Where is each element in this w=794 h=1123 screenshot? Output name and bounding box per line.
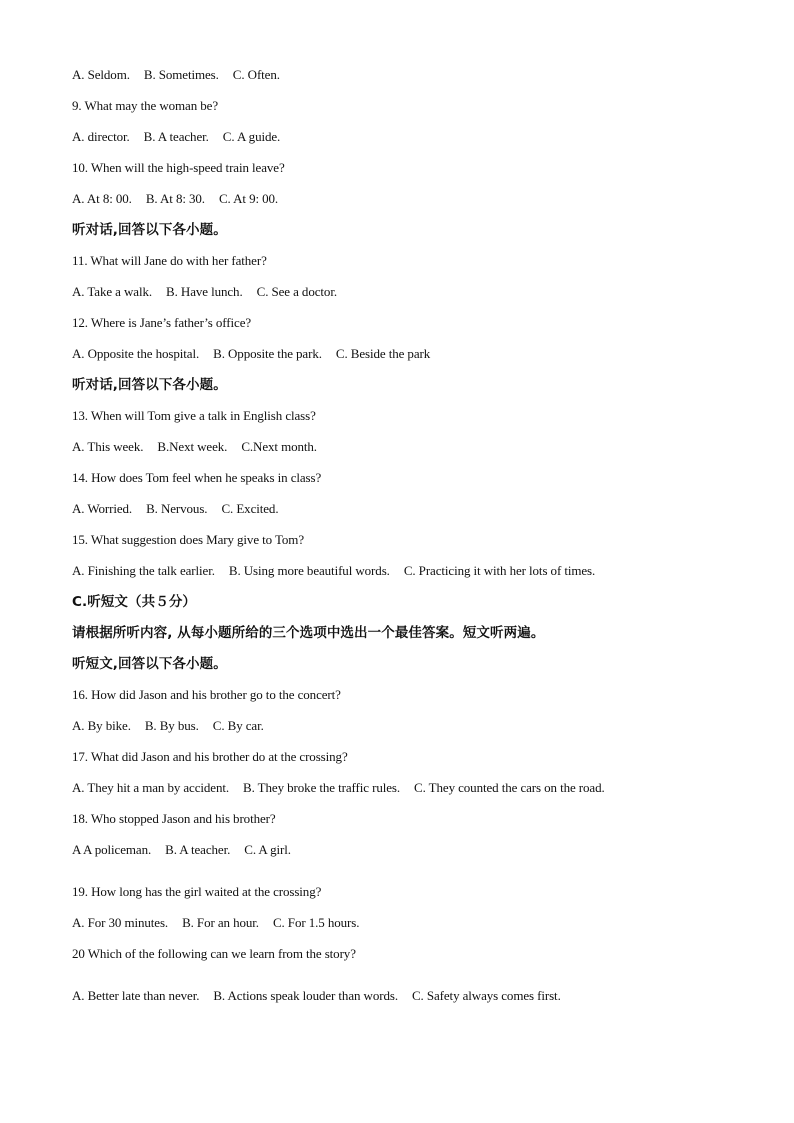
answer-options (72, 279, 762, 310)
answer-option: B.Next week. (157, 439, 228, 454)
question-text: 12. Where is Jane’s father’s office? (72, 315, 252, 330)
question-text: 9. What may the woman be? (72, 98, 218, 113)
question-text: 15. What suggestion does Mary give to Tom? (72, 532, 304, 547)
answer-option: B. For an hour. (182, 915, 259, 930)
answer-option: B. A teacher. (143, 129, 209, 144)
answer-options (72, 496, 762, 527)
answer-option: C. A guide. (222, 129, 281, 144)
answer-option: B. Nervous. (146, 501, 208, 516)
question-text: 16. How did Jason and his brother go to the concert? (72, 687, 341, 702)
answer-options (72, 983, 762, 1014)
answer-options (72, 124, 762, 155)
exam-page (72, 62, 762, 1014)
answer-option: B. They broke the traffic rules. (243, 780, 401, 795)
answer-option: C. For 1.5 hours. (272, 915, 360, 930)
answer-option: A A policeman. (72, 842, 152, 857)
section-heading: 听对话,回答以下各小题。 (72, 377, 227, 393)
answer-options (72, 558, 762, 589)
answer-options (72, 341, 762, 372)
answer-option: A. This week. (72, 439, 144, 454)
answer-option: A. For 30 minutes. (72, 915, 169, 930)
answer-option: C.Next month. (241, 439, 317, 454)
answer-option: A. Worried. (72, 501, 133, 516)
answer-option: B. Opposite the park. (213, 346, 322, 361)
question-text: 13. When will Tom give a talk in English class? (72, 408, 316, 423)
answer-options (72, 910, 762, 941)
answer-option: B. By bus. (144, 718, 199, 733)
answer-option: C. Practicing it with her lots of times. (403, 563, 596, 578)
spacer (72, 868, 762, 879)
answer-option: B. At 8: 30. (145, 191, 205, 206)
section-heading: 请根据所听内容, 从每小题所给的三个选项中选出一个最佳答案。短文听两遍。 (72, 625, 545, 641)
question-text: 18. Who stopped Jason and his brother? (72, 811, 276, 826)
section-heading: C.听短文（共５分） (72, 594, 197, 610)
answer-option: A. Seldom. (72, 67, 130, 82)
answer-option: B. A teacher. (165, 842, 231, 857)
answer-option: A. Opposite the hospital. (72, 346, 200, 361)
answer-option: C. Often. (232, 67, 280, 82)
answer-option: B. Using more beautiful words. (228, 563, 390, 578)
question-text: 19. How long has the girl waited at the crossing? (72, 884, 322, 899)
question-text: 10. When will the high-speed train leave? (72, 160, 285, 175)
answer-option: A. They hit a man by accident. (72, 780, 230, 795)
answer-option: C. A girl. (244, 842, 291, 857)
answer-option: C. They counted the cars on the road. (414, 780, 605, 795)
answer-options (72, 713, 762, 744)
answer-options (72, 434, 762, 465)
answer-option: A. Better late than never. (72, 988, 200, 1003)
answer-option: A. By bike. (72, 718, 131, 733)
answer-option: A. Finishing the talk earlier. (72, 563, 215, 578)
answer-option: A. At 8: 00. (72, 191, 132, 206)
answer-option: B. Sometimes. (143, 67, 219, 82)
answer-options (72, 62, 762, 93)
answer-options (72, 837, 762, 868)
section-heading: 听对话,回答以下各小题。 (72, 222, 227, 238)
answer-option: B. Actions speak louder than words. (213, 988, 398, 1003)
answer-option: C. Safety always comes first. (411, 988, 561, 1003)
answer-option: C. By car. (212, 718, 264, 733)
answer-option: C. Excited. (221, 501, 279, 516)
spacer (72, 972, 762, 983)
question-text: 11. What will Jane do with her father? (72, 253, 267, 268)
answer-option: C. Beside the park (335, 346, 431, 361)
answer-option: A. director. (72, 129, 130, 144)
answer-option: A. Take a walk. (72, 284, 153, 299)
section-heading: 听短文,回答以下各小题。 (72, 656, 227, 672)
answer-option: C. See a doctor. (256, 284, 337, 299)
answer-options (72, 775, 762, 806)
answer-option: C. At 9: 00. (218, 191, 279, 206)
answer-options (72, 186, 762, 217)
question-text: 17. What did Jason and his brother do at the crossing? (72, 749, 348, 764)
question-text: 20 Which of the following can we learn from the story? (72, 946, 356, 961)
question-text: 14. How does Tom feel when he speaks in class? (72, 470, 322, 485)
answer-option: B. Have lunch. (166, 284, 243, 299)
